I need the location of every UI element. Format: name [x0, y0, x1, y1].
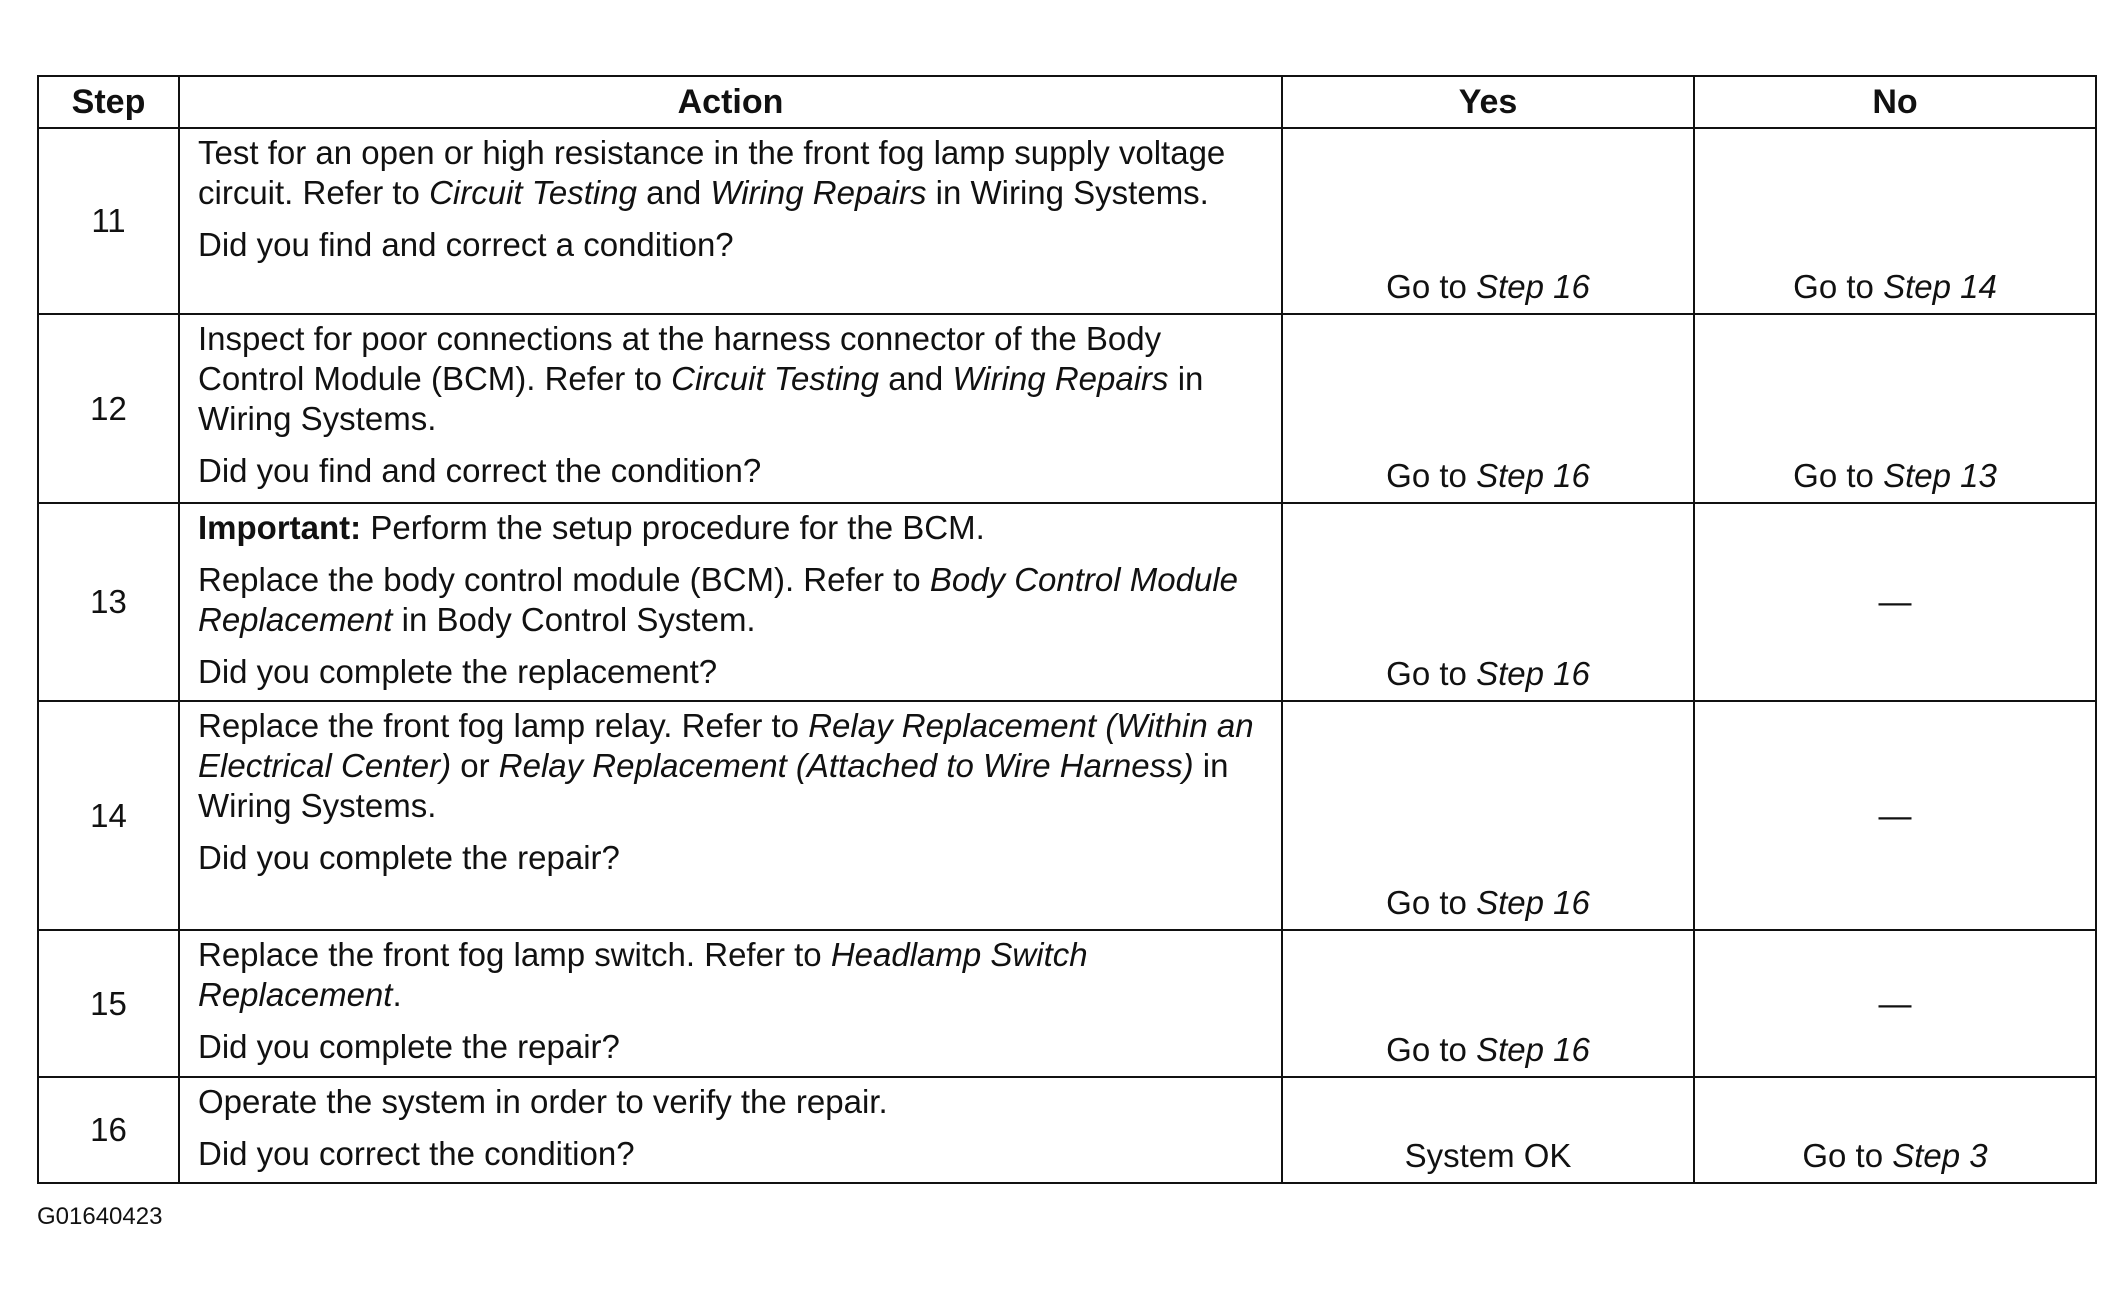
no-result-step: Step 3	[1892, 1137, 1988, 1174]
step-number: 15	[38, 930, 179, 1077]
step-number: 16	[38, 1077, 179, 1183]
action-segment: Inspect for poor connections at the harness connector of the Body Control Module (BCM). Refer to	[198, 320, 1162, 397]
no-result-prefix: Go to	[1802, 1137, 1893, 1174]
yes-result-step: Step 16	[1476, 268, 1590, 305]
action-cell	[179, 1077, 1282, 1183]
step-number: 13	[38, 503, 179, 701]
action-segment: Operate the system in order to verify the repair.	[198, 1083, 888, 1120]
yes-cell	[1282, 930, 1694, 1077]
reference-link-text: Body Control Module Replacement	[198, 561, 1239, 638]
no-result	[1695, 456, 2095, 496]
reference-link-text: Headlamp Switch Replacement	[198, 936, 1088, 1013]
reference-link-text: Circuit Testing	[671, 360, 880, 397]
table-row	[38, 701, 2096, 930]
action-cell	[179, 128, 1282, 314]
yes-result-step: Step 16	[1476, 655, 1590, 692]
column-header-action: Action	[179, 76, 1282, 128]
important-label: Important:	[198, 509, 362, 546]
action-segment: in Wiring Systems.	[198, 747, 1229, 824]
action-segment: Replace the front fog lamp relay. Refer to	[198, 707, 809, 744]
table-row	[38, 503, 2096, 701]
step-number: 12	[38, 314, 179, 503]
action-text	[198, 133, 1267, 213]
yes-result	[1283, 1030, 1693, 1070]
header-row	[38, 76, 2096, 128]
action-question: Did you correct the condition?	[198, 1135, 635, 1172]
yes-result-prefix: Go to	[1386, 457, 1477, 494]
action-cell	[179, 930, 1282, 1077]
no-result-step: Step 14	[1883, 268, 1997, 305]
yes-result: System OK	[1404, 1137, 1572, 1174]
reference-link-text: Circuit Testing	[429, 174, 637, 211]
yes-cell	[1282, 1077, 1694, 1183]
no-result-dash: —	[1878, 583, 1912, 620]
important-text: Perform the setup procedure for the BCM.	[361, 509, 985, 546]
table-row	[38, 128, 2096, 314]
yes-cell	[1282, 128, 1694, 314]
yes-result-step: Step 16	[1476, 884, 1590, 921]
yes-result	[1283, 267, 1693, 307]
no-result-prefix: Go to	[1793, 457, 1884, 494]
yes-result	[1283, 654, 1693, 694]
no-cell	[1694, 701, 2096, 930]
action-segment: .	[392, 976, 402, 1013]
action-segment: in Body Control System.	[392, 601, 756, 638]
yes-result-prefix: Go to	[1386, 884, 1477, 921]
no-result	[1695, 1136, 2095, 1176]
no-result	[1695, 267, 2095, 307]
action-question: Did you complete the repair?	[198, 1028, 620, 1065]
yes-result-prefix: Go to	[1386, 655, 1477, 692]
yes-result-step: Step 16	[1476, 457, 1590, 494]
action-segment: and	[879, 360, 953, 397]
table-row	[38, 1077, 2096, 1183]
action-cell	[179, 701, 1282, 930]
action-text	[198, 1082, 1267, 1122]
reference-link-text: Relay Replacement (Within an Electrical Center)	[198, 707, 1254, 784]
action-cell	[179, 503, 1282, 701]
no-cell	[1694, 930, 2096, 1077]
action-text	[198, 706, 1267, 826]
action-segment: in Wiring Systems.	[926, 174, 1209, 211]
reference-link-text: Wiring Repairs	[952, 360, 1169, 397]
yes-cell	[1282, 314, 1694, 503]
action-segment: and	[636, 174, 711, 211]
no-result-dash: —	[1878, 796, 1912, 834]
action-text	[198, 935, 1267, 1015]
no-result-prefix: Go to	[1793, 268, 1884, 305]
action-question: Did you find and correct the condition?	[198, 452, 762, 489]
yes-cell	[1282, 701, 1694, 930]
action-segment: Replace the front fog lamp switch. Refer to	[198, 936, 831, 973]
reference-link-text: Wiring Repairs	[710, 174, 927, 211]
no-cell	[1694, 1077, 2096, 1183]
yes-result	[1283, 456, 1693, 496]
no-cell	[1694, 314, 2096, 503]
no-result-dash: —	[1878, 984, 1912, 1022]
action-segment: in Wiring Systems.	[198, 360, 1204, 437]
figure-id: G01640423	[37, 1203, 163, 1230]
action-text	[198, 319, 1267, 439]
yes-result	[1283, 883, 1693, 923]
no-result-step: Step 13	[1883, 457, 1997, 494]
action-text	[198, 560, 1267, 640]
yes-result-step: Step 16	[1476, 1031, 1590, 1068]
column-header-step: Step	[38, 76, 179, 128]
column-header-yes: Yes	[1282, 76, 1694, 128]
step-number: 11	[38, 128, 179, 314]
action-cell	[179, 314, 1282, 503]
yes-result-prefix: Go to	[1386, 268, 1477, 305]
action-question: Did you complete the repair?	[198, 839, 620, 876]
column-header-no: No	[1694, 76, 2096, 128]
action-question: Did you find and correct a condition?	[198, 226, 734, 263]
important-note	[198, 508, 1267, 548]
action-segment: Replace the body control module (BCM). Refer to	[198, 561, 930, 598]
yes-cell	[1282, 503, 1694, 701]
table-row	[38, 930, 2096, 1077]
action-segment: Test for an open or high resistance in the front fog lamp supply voltage circuit. Refer to	[198, 134, 1226, 211]
action-question: Did you complete the replacement?	[198, 653, 718, 690]
table-row	[38, 314, 2096, 503]
no-cell	[1694, 503, 2096, 701]
diagnostic-table	[37, 75, 2097, 1184]
action-segment: or	[451, 747, 499, 784]
step-number: 14	[38, 701, 179, 930]
reference-link-text: Relay Replacement (Attached to Wire Harness)	[498, 747, 1194, 784]
no-cell	[1694, 128, 2096, 314]
yes-result-prefix: Go to	[1386, 1031, 1477, 1068]
